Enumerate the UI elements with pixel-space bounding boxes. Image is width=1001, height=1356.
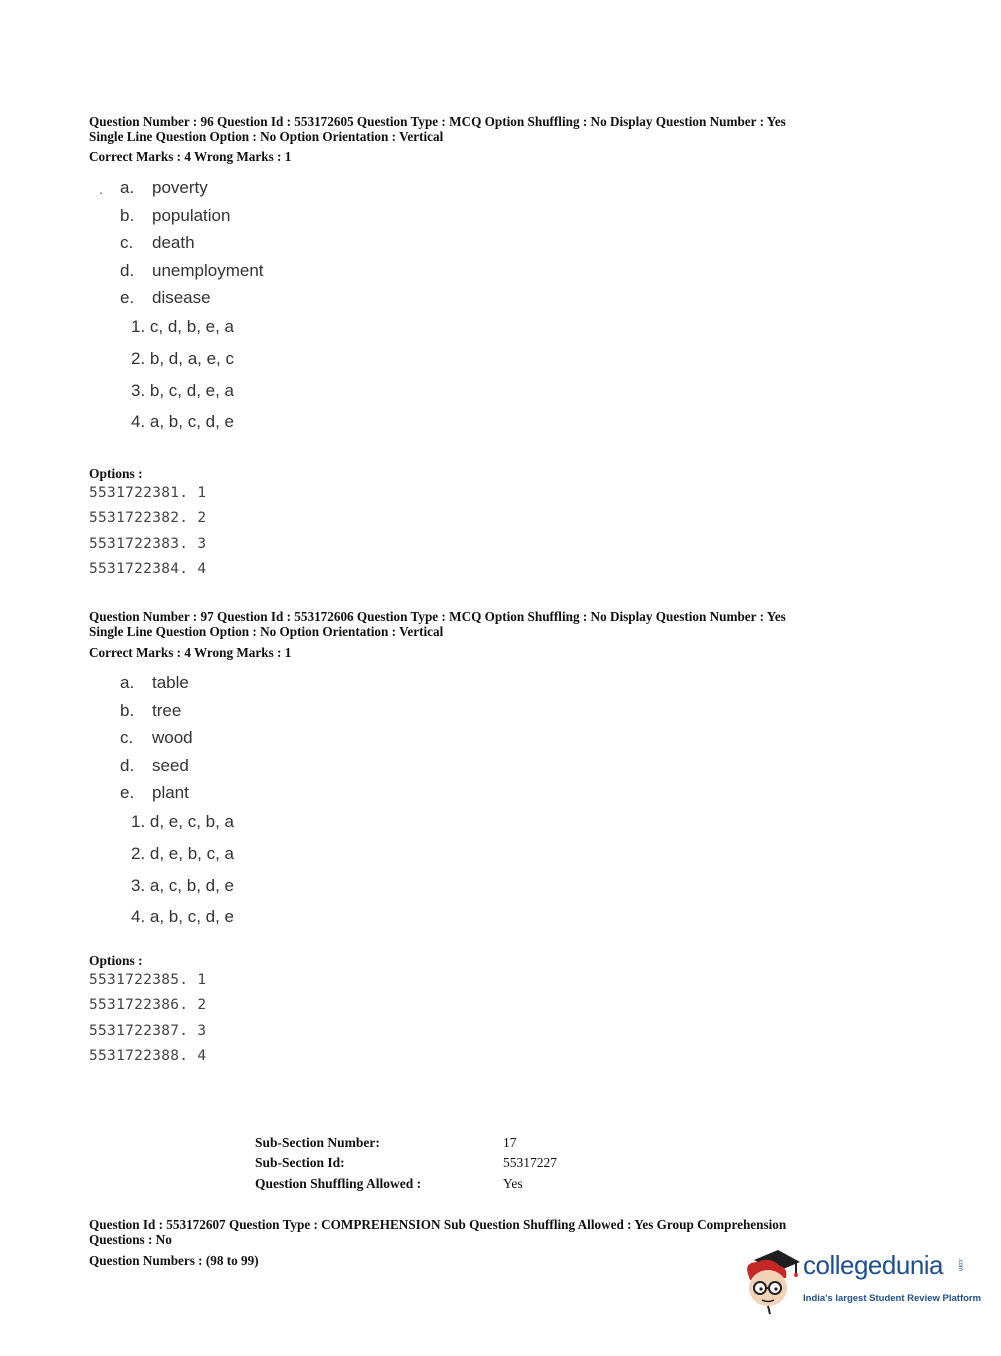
item-text: wood — [152, 728, 193, 748]
subsection-info — [255, 1133, 557, 1194]
item-text: poverty — [152, 178, 208, 197]
q96-marks: Correct Marks : 4 Wrong Marks : 1 — [89, 149, 292, 164]
item-text: plant — [152, 783, 189, 803]
subsection-row — [255, 1174, 557, 1194]
q96-meta — [89, 115, 889, 144]
subsection-row — [255, 1153, 557, 1173]
answer-choice: 3. a, c, b, d, e — [131, 875, 235, 895]
q97-meta — [89, 610, 889, 639]
q97-meta-line1: Question Number : 97 Question Id : 553172606 Question Type : MCQ Option Shuffling : No Display Question Number : Yes — [89, 609, 786, 624]
subsection-value: 17 — [503, 1135, 517, 1150]
item-text: population — [152, 205, 231, 225]
logo-domain-suffix: .com — [957, 1258, 963, 1272]
item-text: table — [152, 673, 189, 692]
option-id: 5531722383. 3 — [89, 535, 207, 552]
option-id: 5531722384. 4 — [89, 561, 207, 578]
list-item — [120, 284, 264, 312]
q97-item-list — [120, 669, 193, 807]
subsection-label: Sub-Section Number: — [255, 1135, 380, 1150]
option-id: 5531722385. 1 — [89, 972, 207, 988]
comprehension-question-numbers: Question Numbers : (98 to 99) — [89, 1253, 259, 1268]
item-letter: c. — [120, 728, 134, 748]
item-letter: d. — [120, 755, 135, 775]
answer-choice: 4. a, b, c, d, e — [131, 907, 235, 927]
list-item — [120, 257, 264, 285]
item-letter: e. — [120, 783, 135, 803]
list-item — [120, 174, 264, 202]
subsection-label: Question Shuffling Allowed : — [255, 1175, 422, 1191]
item-text: seed — [152, 755, 189, 775]
list-item — [120, 724, 193, 752]
answer-choice: 3. b, c, d, e, a — [131, 380, 235, 400]
answer-choice: 2. d, e, b, c, a — [131, 843, 235, 863]
q97-options-list — [89, 968, 206, 1070]
comprehension-meta-line1: Question Id : 553172607 Question Type : COMPREHENSION Sub Question Shuffling Allowed : Yes Group Comprehension — [89, 1217, 787, 1232]
answer-choice: 1. c, d, b, e, a — [131, 317, 235, 336]
list-item — [120, 202, 264, 230]
answer-choice: 1. d, e, c, b, a — [131, 812, 235, 831]
q96-options-label: Options : — [89, 466, 143, 481]
item-letter: d. — [120, 260, 135, 280]
item-letter: a. — [120, 673, 135, 692]
item-letter: a. — [120, 178, 135, 197]
q96-choice-list — [131, 311, 234, 438]
q97-options-label: Options : — [89, 953, 143, 968]
answer-choice: 2. b, d, a, e, c — [131, 348, 235, 368]
option-id: 5531722387. 3 — [89, 1022, 207, 1039]
comprehension-meta-line2: Questions : No — [89, 1231, 172, 1247]
option-id: 5531722388. 4 — [89, 1048, 207, 1065]
q96-stray-marker: . — [99, 181, 103, 197]
q97-choice-list — [131, 806, 234, 933]
collegedunia-logo — [740, 1248, 982, 1318]
item-text: disease — [152, 288, 211, 308]
q97-marks: Correct Marks : 4 Wrong Marks : 1 — [89, 645, 292, 660]
q96-meta-line2: Single Line Question Option : No Option Orientation : Vertical — [89, 128, 444, 144]
logo-brand-text: collegedunia — [803, 1250, 944, 1280]
option-id: 5531722386. 2 — [89, 997, 207, 1014]
list-item — [120, 697, 193, 725]
item-text: tree — [152, 700, 182, 720]
logo-tagline: India's largest Student Review Platform — [803, 1293, 982, 1304]
item-letter: b. — [120, 700, 135, 720]
option-id: 5531722381. 1 — [89, 485, 207, 501]
subsection-label: Sub-Section Id: — [255, 1155, 345, 1171]
list-item — [120, 669, 193, 697]
q97-meta-line2: Single Line Question Option : No Option Orientation : Vertical — [89, 623, 444, 639]
answer-choice: 4. a, b, c, d, e — [131, 412, 235, 432]
subsection-value: Yes — [503, 1175, 523, 1191]
list-item — [120, 229, 264, 257]
option-id: 5531722382. 2 — [89, 510, 207, 527]
item-letter: e. — [120, 288, 135, 308]
comprehension-meta — [89, 1218, 889, 1247]
list-item — [120, 752, 193, 780]
subsection-value: 55317227 — [503, 1155, 557, 1171]
q96-meta-line1: Question Number : 96 Question Id : 553172605 Question Type : MCQ Option Shuffling : No Display Question Number : Yes — [89, 114, 786, 129]
item-text: death — [152, 233, 195, 253]
item-letter: b. — [120, 205, 135, 225]
item-text: unemployment — [152, 260, 264, 280]
q96-options-list — [89, 481, 206, 583]
list-item — [120, 779, 193, 807]
mascot-icon — [740, 1248, 802, 1314]
item-letter: c. — [120, 233, 134, 253]
q96-item-list — [120, 174, 264, 312]
subsection-row — [255, 1133, 557, 1153]
